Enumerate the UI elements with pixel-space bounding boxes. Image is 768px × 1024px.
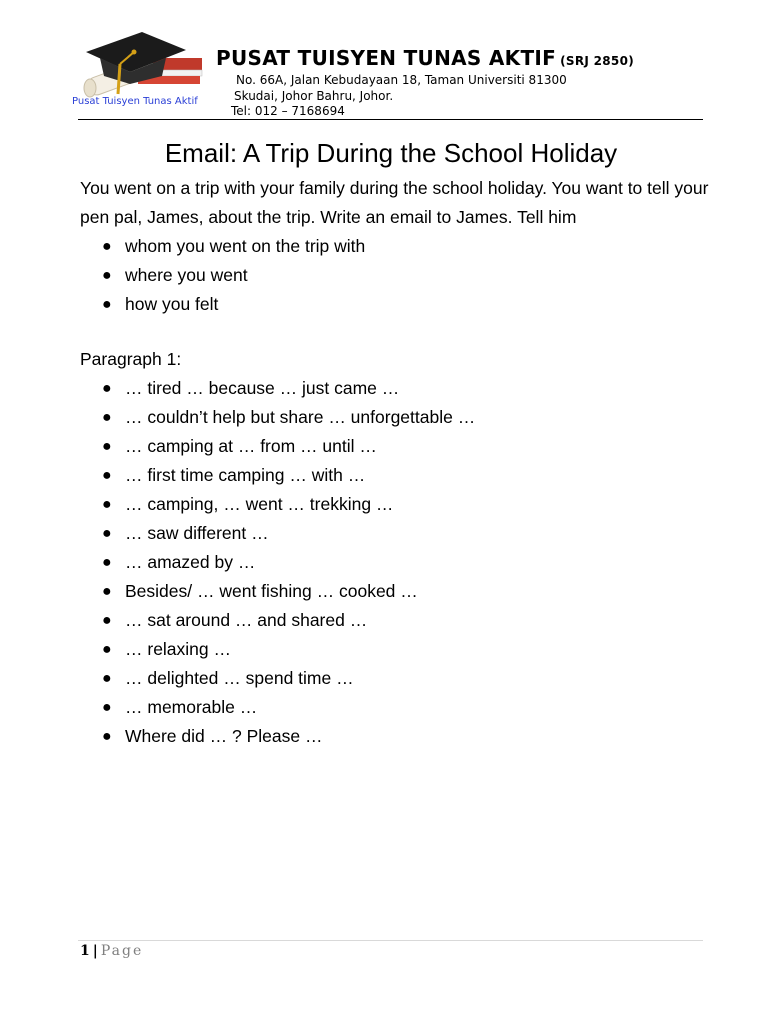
list-item [80, 461, 720, 490]
bullet-icon: ● [102, 554, 112, 571]
bullet-icon: ● [102, 583, 112, 600]
list-item [80, 261, 720, 290]
page-footer [80, 943, 143, 959]
list-item [80, 519, 720, 548]
bullet-icon: ● [102, 380, 112, 397]
list-item-text: … sat around … and shared … [125, 610, 368, 630]
address-line-1: No. 66A, Jalan Kebudayaan 18, Taman Universiti 81300 [236, 73, 567, 87]
list-item [80, 374, 720, 403]
list-item-text: … saw different … [125, 523, 269, 543]
document-title: Email: A Trip During the School Holiday [164, 138, 618, 168]
list-item-text: … camping, … went … trekking … [125, 494, 394, 514]
list-item [80, 290, 720, 319]
footer-separator: | [92, 943, 98, 959]
bullet-icon: ● [102, 612, 112, 629]
organization-title: PUSAT TUISYEN TUNAS AKTIF [216, 46, 557, 70]
list-item-text: … camping at … from … until … [125, 436, 377, 456]
list-item-text: … tired … because … just came … [125, 378, 400, 398]
bullet-icon: ● [102, 670, 112, 687]
page-header [0, 0, 768, 124]
phone-number: Tel: 012 – 7168694 [231, 104, 345, 118]
list-item [80, 232, 720, 261]
bullet-icon: ● [102, 409, 112, 426]
registration-code: (SRJ 2850) [560, 54, 635, 68]
footer-divider [78, 940, 703, 941]
bullet-icon: ● [102, 525, 112, 542]
list-item-text: … delighted … spend time … [125, 668, 354, 688]
list-item-text: … relaxing … [125, 639, 232, 659]
paragraph-1-label: Paragraph 1: [80, 349, 182, 369]
list-item [80, 490, 720, 519]
list-item [80, 548, 720, 577]
list-item-text: Where did … ? Please … [125, 726, 323, 746]
document-body [80, 174, 720, 751]
list-item [80, 635, 720, 664]
list-item [80, 606, 720, 635]
bullet-icon: ● [102, 496, 112, 513]
bullet-icon: ● [102, 728, 112, 745]
list-item-text: … memorable … [125, 697, 258, 717]
header-divider [78, 119, 703, 120]
list-item [80, 577, 720, 606]
list-item [80, 693, 720, 722]
address-line-2: Skudai, Johor Bahru, Johor. [234, 89, 394, 103]
list-item [80, 722, 720, 751]
bullet-icon: ● [102, 238, 112, 255]
bullet-icon: ● [102, 699, 112, 716]
list-item-text: whom you went on the trip with [125, 236, 366, 256]
list-item [80, 432, 720, 461]
list-item-text: Besides/ … went fishing … cooked … [125, 581, 418, 601]
bullet-icon: ● [102, 467, 112, 484]
spacer [80, 319, 720, 345]
organization-name [216, 46, 634, 70]
page-number: 1 [80, 943, 90, 959]
list-item-text: … first time camping … with … [125, 465, 366, 485]
paragraph-1-points-list [80, 374, 720, 751]
bullet-icon: ● [102, 641, 112, 658]
task-points-list [80, 232, 720, 319]
school-logo [72, 14, 206, 110]
page-label: Page [100, 943, 144, 959]
list-item-text: … couldn’t help but share … unforgettable … [125, 407, 476, 427]
list-item-text: … amazed by … [125, 552, 256, 572]
list-item [80, 403, 720, 432]
bullet-icon: ● [102, 438, 112, 455]
bullet-icon: ● [102, 296, 112, 313]
list-item [80, 664, 720, 693]
logo-caption: Pusat Tuisyen Tunas Aktif [72, 96, 198, 107]
task-instructions: You went on a trip with your family during the school holiday. You want to tell your pen pal, James, about the trip. Write an email to James. Tell him [80, 178, 709, 227]
list-item-text: where you went [125, 265, 248, 285]
list-item-text: how you felt [125, 294, 219, 314]
bullet-icon: ● [102, 267, 112, 284]
